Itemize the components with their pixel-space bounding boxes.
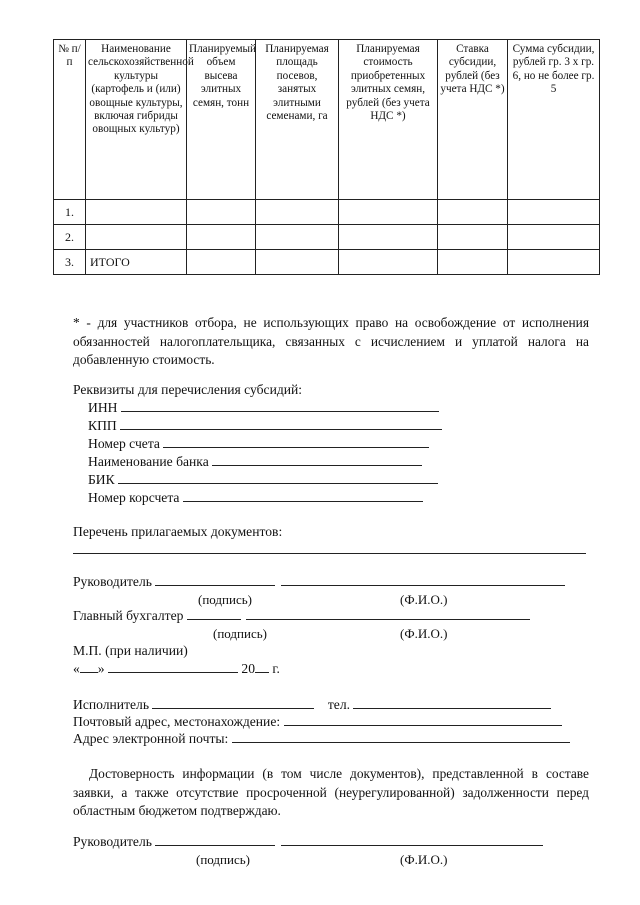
table-cell[interactable] (187, 200, 256, 225)
row-name-total: ИТОГО (86, 250, 187, 275)
bik-label: БИК (88, 472, 115, 487)
date-open-quote: « (73, 661, 80, 676)
row-number: 2. (54, 225, 86, 250)
accountant-label: Главный бухгалтер (73, 608, 184, 623)
final-sign-hint: (подпись) (196, 852, 250, 867)
kpp-field[interactable] (120, 418, 442, 430)
kpp-row (88, 418, 442, 434)
head-signature-row (73, 574, 565, 590)
stamp-label: М.П. (при наличии) (73, 643, 188, 658)
head-name-field[interactable] (281, 574, 565, 586)
corr-account-row (88, 490, 423, 506)
table-cell[interactable] (508, 225, 600, 250)
date-month-field[interactable] (108, 661, 238, 673)
account-row (88, 436, 429, 452)
documents-title: Перечень прилагаемых документов: (73, 524, 283, 539)
final-sign-field[interactable] (155, 834, 275, 846)
accountant-name-field[interactable] (246, 608, 530, 620)
final-name-hint: (Ф.И.О.) (400, 852, 448, 867)
header-cell-sum: Сумма субсидии, рублей гр. 3 х гр. 6, но не более гр. 5 (508, 40, 600, 200)
bik-field[interactable] (118, 472, 438, 484)
header-cell-cost: Планируемая стоимость приобретенных элитных семян, рублей (без учета НДС *) (339, 40, 438, 200)
head-label: Руководитель (73, 574, 152, 589)
table-cell[interactable] (508, 250, 600, 275)
header-cell-area: Планируемая площадь посевов, занятых элитными семенами, га (256, 40, 339, 200)
date-day-field[interactable] (80, 661, 98, 673)
date-row (73, 661, 280, 677)
table-cell[interactable] (339, 250, 438, 275)
year-suffix: г. (272, 661, 280, 676)
kpp-label: КПП (88, 418, 117, 433)
executor-row (73, 697, 551, 713)
table-cell[interactable] (438, 250, 508, 275)
email-label: Адрес электронной почты: (73, 731, 229, 746)
corr-account-field[interactable] (183, 490, 423, 502)
inn-label: ИНН (88, 400, 118, 415)
inn-row (88, 400, 439, 416)
table-cell[interactable] (256, 225, 339, 250)
postal-row (73, 714, 562, 730)
executor-label: Исполнитель (73, 697, 150, 712)
accountant-name-hint: (Ф.И.О.) (400, 626, 448, 641)
executor-field[interactable] (152, 697, 314, 709)
inn-field[interactable] (121, 400, 439, 412)
table-cell[interactable] (187, 225, 256, 250)
account-label: Номер счета (88, 436, 160, 451)
accountant-sign-hint: (подпись) (213, 626, 267, 641)
confirmation-text: Достоверность информации (в том числе документов), представленной в составе заявки, а также отсутствие просроченной (неурегулированной) задолженности перед областным бюджетом подтверждаю. (73, 766, 589, 819)
bik-row (88, 472, 438, 488)
final-signature-row (73, 834, 543, 850)
email-row (73, 731, 570, 747)
head-sign-field[interactable] (155, 574, 275, 586)
header-cell-rate: Ставка субсидии, рублей (без учета НДС *) (438, 40, 508, 200)
postal-label: Почтовый адрес, местонахождение: (73, 714, 281, 729)
header-cell-crop: Наименование сельскохозяйственной культуры (картофель и (или) овощные культуры, включая гибриды овощных культур) (86, 40, 187, 200)
table-cell[interactable] (339, 225, 438, 250)
phone-field[interactable] (353, 697, 551, 709)
table-cell[interactable] (339, 200, 438, 225)
subsidy-table (53, 39, 600, 275)
year-prefix: 20 (241, 661, 255, 676)
account-field[interactable] (163, 436, 429, 448)
table-cell[interactable] (508, 200, 600, 225)
year-field[interactable] (255, 661, 269, 673)
final-head-label: Руководитель (73, 834, 152, 849)
table-cell[interactable] (256, 250, 339, 275)
date-close-quote: » (97, 661, 105, 676)
head-name-hint: (Ф.И.О.) (400, 592, 448, 607)
header-cell-num: № п/п (54, 40, 86, 200)
bank-field[interactable] (212, 454, 422, 466)
row-name[interactable] (86, 200, 187, 225)
bank-row (88, 454, 422, 470)
row-number: 1. (54, 200, 86, 225)
accountant-signature-row (73, 608, 530, 624)
head-sign-hint: (подпись) (198, 592, 252, 607)
row-name[interactable] (86, 225, 187, 250)
phone-label: тел. (327, 697, 351, 712)
table-cell[interactable] (256, 200, 339, 225)
table-cell[interactable] (438, 200, 508, 225)
final-name-field[interactable] (281, 834, 543, 846)
table-cell[interactable] (187, 250, 256, 275)
bank-label: Наименование банка (88, 454, 209, 469)
table-row-total (54, 250, 600, 275)
postal-field[interactable] (284, 714, 562, 726)
table-header-row (54, 40, 600, 200)
requisites-title: Реквизиты для перечисления субсидий: (73, 382, 303, 397)
vat-footnote: * - для участников отбора, не использующих право на освобождение от исполнения обязанностей налогоплательщика, связанных с исчислением и уплатой налога на добавленную стоимость. (73, 315, 589, 368)
documents-field[interactable] (73, 553, 586, 554)
email-field[interactable] (232, 731, 570, 743)
table-row (54, 225, 600, 250)
row-number: 3. (54, 250, 86, 275)
corr-account-label: Номер корсчета (88, 490, 180, 505)
table-cell[interactable] (438, 225, 508, 250)
header-cell-volume: Планируемый объем высева элитных семян, тонн (187, 40, 256, 200)
table-row (54, 200, 600, 225)
accountant-sign-field[interactable] (187, 608, 241, 620)
